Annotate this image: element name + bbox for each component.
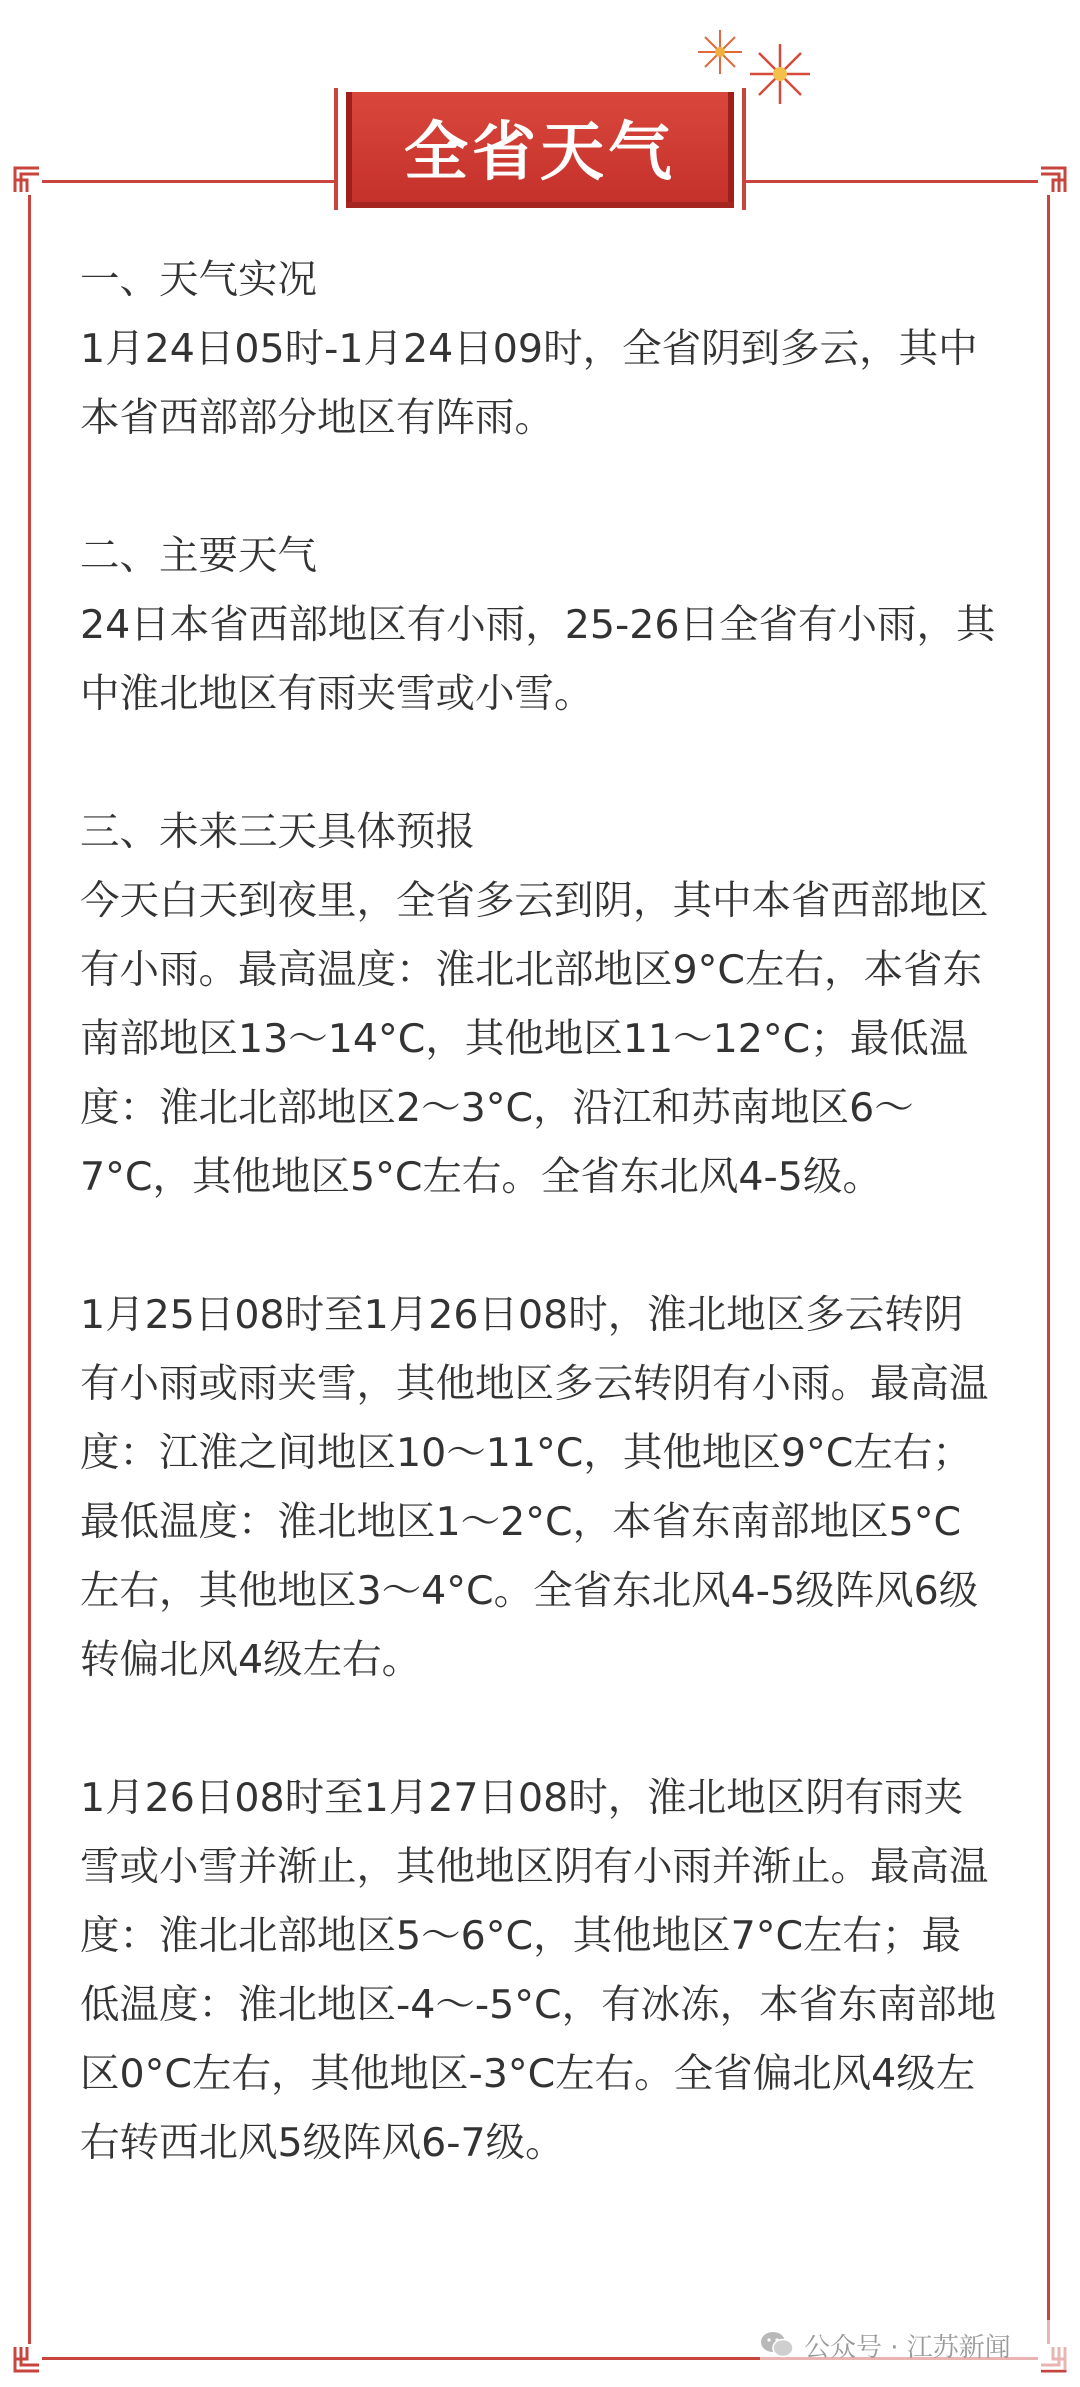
corner-ornament [12, 165, 42, 195]
title-banner [336, 88, 744, 210]
section [80, 246, 1000, 453]
section-paragraph: 1月24日05时-1月24日09时，全省阴到多云，其中本省西部部分地区有阵雨。 [80, 326, 978, 441]
section [80, 1281, 1000, 1695]
section-paragraph: 1月25日08时至1月26日08时，淮北地区多云转阴有小雨或雨夹雪，其他地区多云转阴有小雨。最高温度：江淮之间地区10～11°C，其他地区9°C左右；最低温度：淮北地区1～2°C，本省东南部地区5°C左右，其他地区3～4°C。全省东北风4-5级阵风6级转偏北风4级左右。 [80, 1292, 989, 1683]
section [80, 1764, 1000, 2178]
section-heading: 一、天气实况 [80, 257, 317, 303]
corner-ornament [12, 2344, 42, 2374]
watermark-text: 公众号 · 江苏新闻 [804, 2332, 1011, 2363]
section-heading: 二、主要天气 [80, 533, 317, 579]
section-paragraph: 24日本省西部地区有小雨，25-26日全省有小雨，其中淮北地区有雨夹雪或小雪。 [80, 602, 996, 717]
watermark [760, 2320, 1080, 2370]
corner-ornament [1038, 165, 1068, 195]
wechat-icon [760, 2331, 794, 2359]
page-title: 全省天气 [404, 116, 676, 190]
section-heading: 三、未来三天具体预报 [80, 809, 475, 855]
section [80, 798, 1000, 1212]
section [80, 522, 1000, 729]
article-body [80, 246, 1000, 2247]
section-paragraph: 今天白天到夜里，全省多云到阴，其中本省西部地区有小雨。最高温度：淮北北部地区9°C左右，本省东南部地区13～14°C，其他地区11～12°C；最低温度：淮北北部地区2～3°C，沿江和苏南地区6～7°C，其他地区5°C左右。全省东北风4-5级。 [80, 878, 989, 1200]
section-paragraph: 1月26日08时至1月27日08时，淮北地区阴有雨夹雪或小雪并渐止，其他地区阴有小雨并渐止。最高温度：淮北北部地区5～6°C，其他地区7°C左右；最低温度：淮北地区-4～-5°C，有冰冻，本省东南部地区0°C左右，其他地区-3°C左右。全省偏北风4级左右转西北风5级阵风6-7级。 [80, 1775, 997, 2166]
